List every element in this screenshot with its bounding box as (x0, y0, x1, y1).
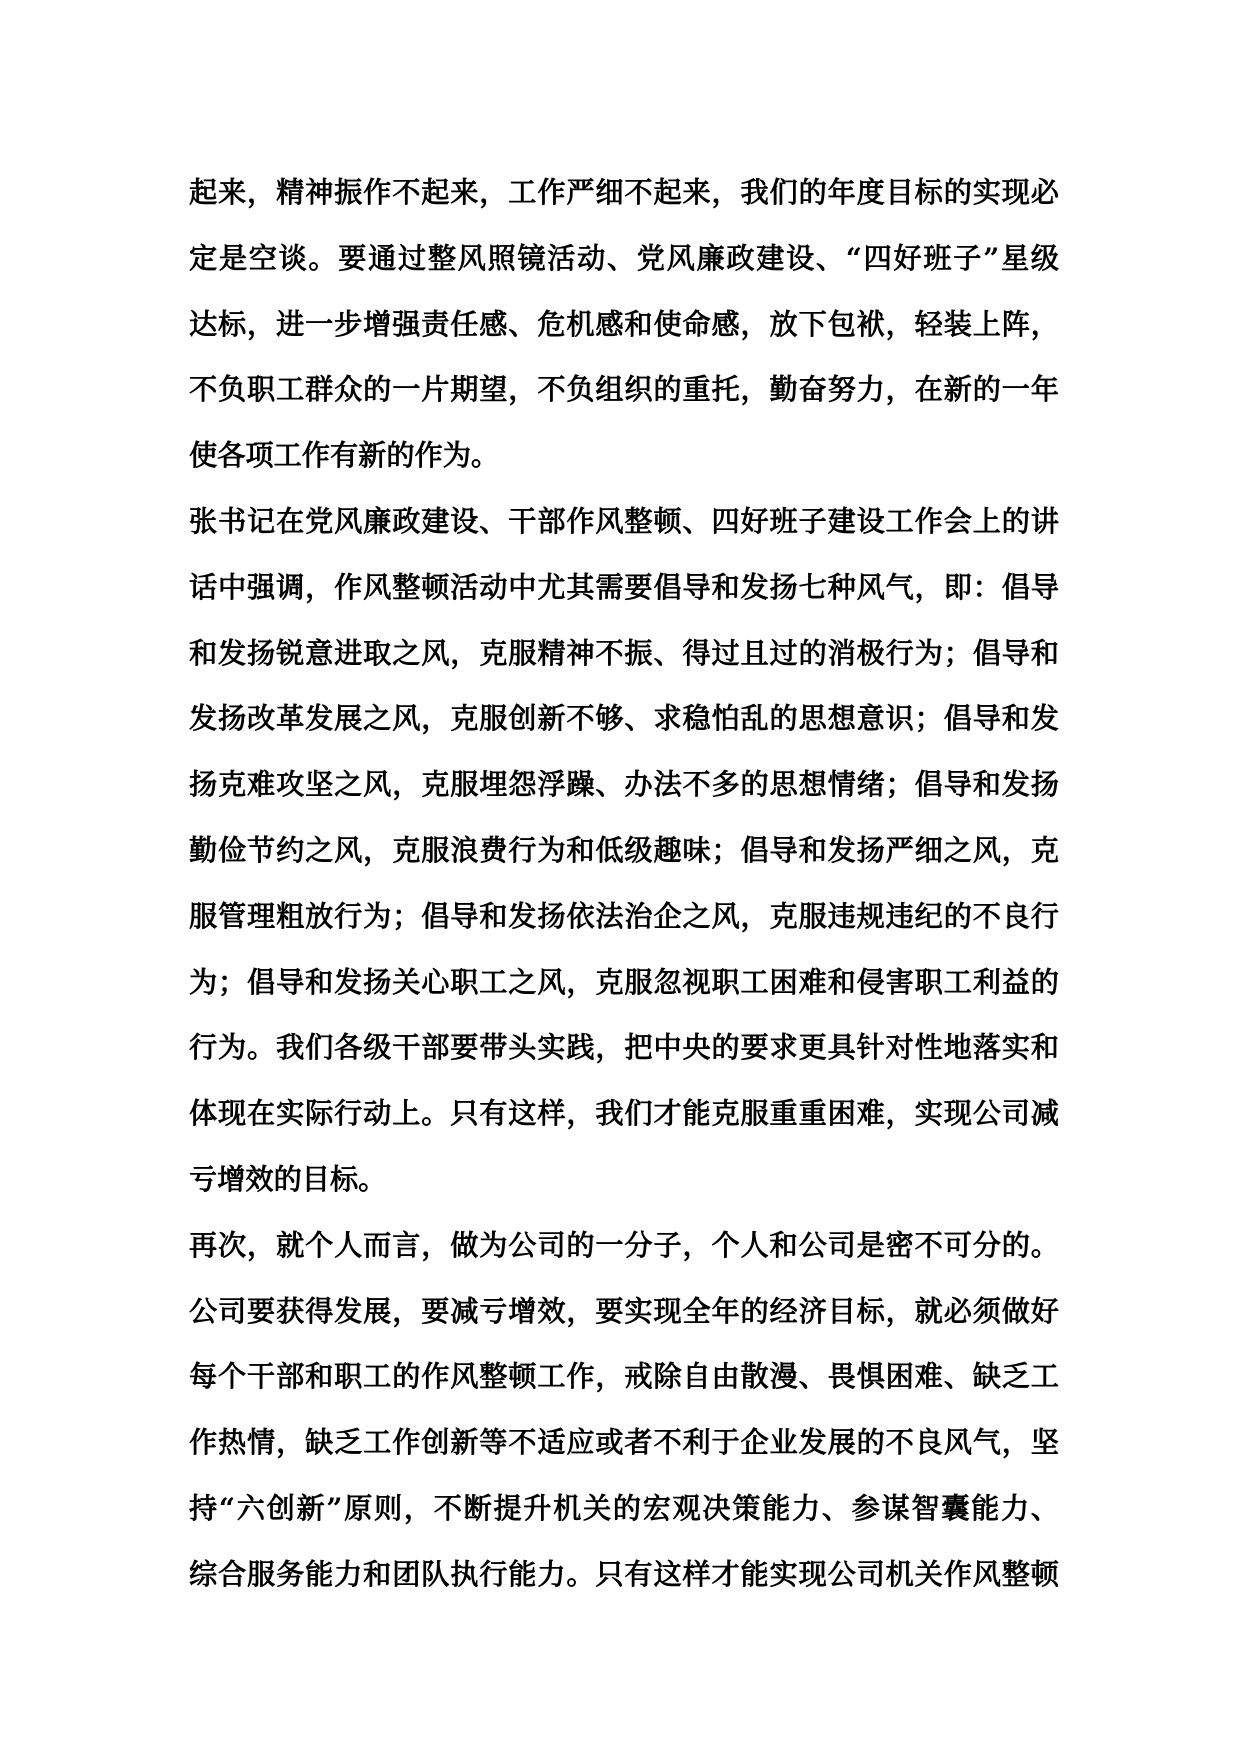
text-line: 话中强调，作风整顿活动中尤其需要倡导和发扬七种风气，即：倡导 (189, 570, 1059, 604)
text-line: 亏增效的目标。 (189, 1162, 387, 1196)
text-line: 综合服务能力和团队执行能力。只有这样才能实现公司机关作风整顿 (189, 1557, 1059, 1591)
text-line: 再次，就个人而言，做为公司的一分子，个人和公司是密不可分的。 (189, 1228, 1059, 1262)
text-line: 作热情，缺乏工作创新等不适应或者不利于企业发展的不良风气，坚 (189, 1426, 1059, 1460)
text-line: 公司要获得发展，要减亏增效，要实现全年的经济目标，就必须做好 (189, 1294, 1059, 1328)
text-line: 和发扬锐意进取之风，克服精神不振、得过且过的消极行为；倡导和 (189, 636, 1059, 670)
text-line: 起来，精神振作不起来，工作严细不起来，我们的年度目标的实现必 (189, 176, 1059, 209)
text-line: 扬克难攻坚之风，克服埋怨浮躁、办法不多的思想情绪；倡导和发扬 (189, 768, 1059, 802)
text-line: 持“六创新”原则，不断提升机关的宏观决策能力、参谋智囊能力、 (189, 1491, 1059, 1525)
text-line: 使各项工作有新的作为。 (189, 439, 500, 473)
text-line: 体现在实际行动上。只有这样，我们才能克服重重困难，实现公司减 (189, 1097, 1059, 1131)
text-line: 不负职工群众的一片期望，不负组织的重托，勤奋努力，在新的一年 (189, 373, 1059, 407)
text-line: 张书记在党风廉政建设、干部作风整顿、四好班子建设工作会上的讲 (189, 504, 1059, 538)
text-line: 服管理粗放行为；倡导和发扬依法治企之风，克服违规违纪的不良行 (189, 899, 1059, 933)
text-line: 定是空谈。要通过整风照镜活动、党风廉政建设、“四好班子”星级 (189, 241, 1059, 275)
text-line: 发扬改革发展之风，克服创新不够、求稳怕乱的思想意识；倡导和发 (189, 702, 1059, 736)
text-line: 勤俭节约之风，克服浪费行为和低级趣味；倡导和发扬严细之风，克 (189, 833, 1059, 867)
text-line: 每个干部和职工的作风整顿工作，戒除自由散漫、畏惧困难、缺乏工 (189, 1360, 1059, 1394)
text-line: 为；倡导和发扬关心职工之风，克服忽视职工困难和侵害职工利益的 (189, 965, 1059, 999)
document-body (189, 160, 1059, 1608)
text-line: 达标，进一步增强责任感、危机感和使命感，放下包袱，轻装上阵， (189, 307, 1059, 341)
text-line: 行为。我们各级干部要带头实践，把中央的要求更具针对性地落实和 (189, 1031, 1059, 1065)
